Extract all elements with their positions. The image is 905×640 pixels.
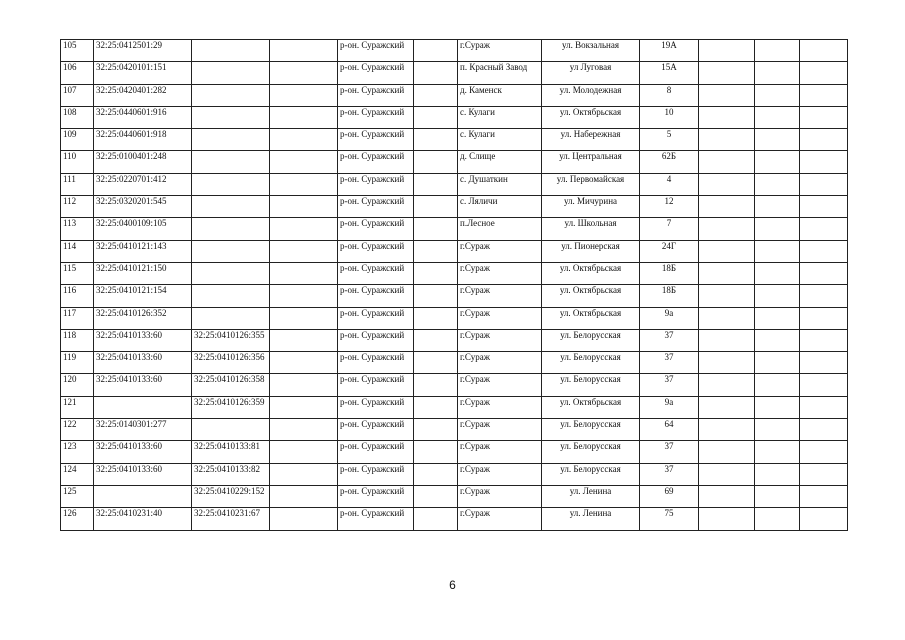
district-cell: р-он. Суражский: [338, 196, 414, 218]
street-cell: ул. Центральная: [542, 151, 640, 173]
empty-cell: [755, 151, 800, 173]
street-cell: ул. Белорусская: [542, 374, 640, 396]
street-cell: ул Луговая: [542, 62, 640, 84]
cadastral-number-cell: 32:25:0410133:60: [94, 463, 192, 485]
district-cell: р-он. Суражский: [338, 40, 414, 62]
empty-cell: [414, 218, 458, 240]
house-number-cell: 7: [640, 218, 699, 240]
table-row: [61, 508, 848, 530]
empty-cell: [270, 374, 338, 396]
street-cell: ул. Ленина: [542, 508, 640, 530]
district-cell: р-он. Суражский: [338, 374, 414, 396]
street-cell: ул. Молодежная: [542, 84, 640, 106]
table-row: [61, 329, 848, 351]
row-number-cell: 120: [61, 374, 94, 396]
empty-cell: [699, 151, 755, 173]
empty-cell: [414, 129, 458, 151]
cadastral-number-cell: 32:25:0410231:40: [94, 508, 192, 530]
page-number: 6: [449, 578, 456, 592]
empty-cell: [699, 329, 755, 351]
row-number-cell: 124: [61, 463, 94, 485]
empty-cell: [755, 40, 800, 62]
row-number-cell: 121: [61, 396, 94, 418]
row-number-cell: 117: [61, 307, 94, 329]
empty-cell: [699, 285, 755, 307]
cadastral-number-cell: 32:25:0410121:154: [94, 285, 192, 307]
locality-cell: д. Каменск: [458, 84, 542, 106]
row-number-cell: 126: [61, 508, 94, 530]
cadastral-number-cell: [94, 485, 192, 507]
empty-cell: [270, 40, 338, 62]
locality-cell: с. Ляличи: [458, 196, 542, 218]
empty-cell: [800, 307, 848, 329]
empty-cell: [800, 106, 848, 128]
empty-cell: [270, 419, 338, 441]
empty-cell: [755, 441, 800, 463]
empty-cell: [414, 106, 458, 128]
empty-cell: [414, 62, 458, 84]
table-row: [61, 463, 848, 485]
empty-cell: [800, 196, 848, 218]
empty-cell: [755, 173, 800, 195]
locality-cell: г.Сураж: [458, 374, 542, 396]
table-row: [61, 106, 848, 128]
row-number-cell: 111: [61, 173, 94, 195]
empty-cell: [270, 485, 338, 507]
district-cell: р-он. Суражский: [338, 106, 414, 128]
cadastral-number-cell: 32:25:0140301:277: [94, 419, 192, 441]
empty-cell: [755, 240, 800, 262]
row-number-cell: 118: [61, 329, 94, 351]
related-cadastral-number-cell: 32:25:0410126:356: [192, 352, 270, 374]
cadastral-number-cell: 32:25:0440601:918: [94, 129, 192, 151]
district-cell: р-он. Суражский: [338, 485, 414, 507]
empty-cell: [800, 463, 848, 485]
table-row: [61, 396, 848, 418]
locality-cell: г.Сураж: [458, 463, 542, 485]
locality-cell: г.Сураж: [458, 285, 542, 307]
row-number-cell: 107: [61, 84, 94, 106]
related-cadastral-number-cell: 32:25:0410133:82: [192, 463, 270, 485]
table-row: [61, 240, 848, 262]
empty-cell: [699, 240, 755, 262]
locality-cell: г.Сураж: [458, 240, 542, 262]
table-row: [61, 285, 848, 307]
empty-cell: [270, 463, 338, 485]
property-register-table: [60, 39, 848, 531]
empty-cell: [270, 262, 338, 284]
empty-cell: [414, 508, 458, 530]
table-body: [61, 40, 848, 531]
cadastral-number-cell: 32:25:0440601:916: [94, 106, 192, 128]
related-cadastral-number-cell: [192, 173, 270, 195]
empty-cell: [755, 485, 800, 507]
district-cell: р-он. Суражский: [338, 173, 414, 195]
street-cell: ул. Набережная: [542, 129, 640, 151]
empty-cell: [270, 151, 338, 173]
empty-cell: [270, 508, 338, 530]
house-number-cell: 9а: [640, 307, 699, 329]
empty-cell: [755, 508, 800, 530]
empty-cell: [755, 218, 800, 240]
district-cell: р-он. Суражский: [338, 441, 414, 463]
cadastral-number-cell: 32:25:0220701:412: [94, 173, 192, 195]
related-cadastral-number-cell: 32:25:0410126:358: [192, 374, 270, 396]
related-cadastral-number-cell: [192, 240, 270, 262]
cadastral-number-cell: 32:25:0410126:352: [94, 307, 192, 329]
table-row: [61, 419, 848, 441]
table-row: [61, 218, 848, 240]
empty-cell: [414, 485, 458, 507]
empty-cell: [755, 129, 800, 151]
empty-cell: [755, 262, 800, 284]
row-number-cell: 115: [61, 262, 94, 284]
table-row: [61, 62, 848, 84]
row-number-cell: 119: [61, 352, 94, 374]
empty-cell: [699, 84, 755, 106]
district-cell: р-он. Суражский: [338, 329, 414, 351]
street-cell: ул. Белорусская: [542, 352, 640, 374]
empty-cell: [699, 508, 755, 530]
house-number-cell: 18Б: [640, 285, 699, 307]
empty-cell: [414, 419, 458, 441]
cadastral-number-cell: 32:25:0100401:248: [94, 151, 192, 173]
empty-cell: [755, 285, 800, 307]
empty-cell: [755, 106, 800, 128]
empty-cell: [699, 352, 755, 374]
empty-cell: [699, 106, 755, 128]
house-number-cell: 5: [640, 129, 699, 151]
table-row: [61, 485, 848, 507]
empty-cell: [800, 173, 848, 195]
locality-cell: г.Сураж: [458, 262, 542, 284]
empty-cell: [800, 352, 848, 374]
row-number-cell: 108: [61, 106, 94, 128]
row-number-cell: 113: [61, 218, 94, 240]
locality-cell: с. Кулаги: [458, 129, 542, 151]
district-cell: р-он. Суражский: [338, 396, 414, 418]
empty-cell: [414, 396, 458, 418]
empty-cell: [414, 352, 458, 374]
house-number-cell: 37: [640, 329, 699, 351]
street-cell: ул. Белорусская: [542, 463, 640, 485]
locality-cell: с. Кулаги: [458, 106, 542, 128]
cadastral-number-cell: 32:25:0410133:60: [94, 374, 192, 396]
house-number-cell: 19А: [640, 40, 699, 62]
related-cadastral-number-cell: [192, 84, 270, 106]
empty-cell: [414, 240, 458, 262]
empty-cell: [414, 173, 458, 195]
empty-cell: [270, 129, 338, 151]
related-cadastral-number-cell: [192, 285, 270, 307]
street-cell: ул. Пионерская: [542, 240, 640, 262]
empty-cell: [800, 84, 848, 106]
locality-cell: г.Сураж: [458, 441, 542, 463]
empty-cell: [800, 240, 848, 262]
related-cadastral-number-cell: [192, 196, 270, 218]
cadastral-number-cell: 32:25:0410133:60: [94, 441, 192, 463]
row-number-cell: 105: [61, 40, 94, 62]
related-cadastral-number-cell: [192, 129, 270, 151]
empty-cell: [699, 129, 755, 151]
street-cell: ул. Октябрьская: [542, 106, 640, 128]
cadastral-number-cell: 32:25:0420101:151: [94, 62, 192, 84]
empty-cell: [270, 396, 338, 418]
house-number-cell: 37: [640, 352, 699, 374]
empty-cell: [414, 285, 458, 307]
row-number-cell: 110: [61, 151, 94, 173]
empty-cell: [755, 352, 800, 374]
related-cadastral-number-cell: [192, 40, 270, 62]
empty-cell: [699, 40, 755, 62]
locality-cell: г.Сураж: [458, 419, 542, 441]
district-cell: р-он. Суражский: [338, 129, 414, 151]
district-cell: р-он. Суражский: [338, 307, 414, 329]
related-cadastral-number-cell: [192, 262, 270, 284]
street-cell: ул. Школьная: [542, 218, 640, 240]
locality-cell: п.Лесное: [458, 218, 542, 240]
table-row: [61, 196, 848, 218]
related-cadastral-number-cell: 32:25:0410126:359: [192, 396, 270, 418]
empty-cell: [699, 307, 755, 329]
empty-cell: [800, 508, 848, 530]
table-row: [61, 374, 848, 396]
street-cell: ул. Первомайская: [542, 173, 640, 195]
district-cell: р-он. Суражский: [338, 463, 414, 485]
district-cell: р-он. Суражский: [338, 218, 414, 240]
street-cell: ул. Вокзальная: [542, 40, 640, 62]
row-number-cell: 106: [61, 62, 94, 84]
row-number-cell: 112: [61, 196, 94, 218]
house-number-cell: 18Б: [640, 262, 699, 284]
empty-cell: [270, 106, 338, 128]
empty-cell: [699, 485, 755, 507]
district-cell: р-он. Суражский: [338, 352, 414, 374]
cadastral-number-cell: 32:25:0410133:60: [94, 329, 192, 351]
street-cell: ул. Октябрьская: [542, 396, 640, 418]
street-cell: ул. Белорусская: [542, 441, 640, 463]
empty-cell: [800, 485, 848, 507]
empty-cell: [755, 329, 800, 351]
empty-cell: [699, 62, 755, 84]
house-number-cell: 12: [640, 196, 699, 218]
empty-cell: [800, 40, 848, 62]
empty-cell: [414, 196, 458, 218]
related-cadastral-number-cell: [192, 419, 270, 441]
empty-cell: [699, 173, 755, 195]
locality-cell: г.Сураж: [458, 396, 542, 418]
empty-cell: [270, 84, 338, 106]
related-cadastral-number-cell: 32:25:0410126:355: [192, 329, 270, 351]
row-number-cell: 125: [61, 485, 94, 507]
empty-cell: [414, 307, 458, 329]
district-cell: р-он. Суражский: [338, 240, 414, 262]
street-cell: ул. Октябрьская: [542, 285, 640, 307]
empty-cell: [800, 329, 848, 351]
table-row: [61, 40, 848, 62]
row-number-cell: 122: [61, 419, 94, 441]
house-number-cell: 37: [640, 463, 699, 485]
empty-cell: [800, 374, 848, 396]
street-cell: ул. Октябрьская: [542, 307, 640, 329]
empty-cell: [699, 262, 755, 284]
house-number-cell: 75: [640, 508, 699, 530]
empty-cell: [755, 84, 800, 106]
locality-cell: д. Слище: [458, 151, 542, 173]
empty-cell: [800, 218, 848, 240]
house-number-cell: 24Г: [640, 240, 699, 262]
related-cadastral-number-cell: 32:25:0410229:152: [192, 485, 270, 507]
related-cadastral-number-cell: [192, 218, 270, 240]
house-number-cell: 10: [640, 106, 699, 128]
locality-cell: п. Красный Завод: [458, 62, 542, 84]
empty-cell: [270, 173, 338, 195]
empty-cell: [414, 463, 458, 485]
empty-cell: [270, 240, 338, 262]
row-number-cell: 116: [61, 285, 94, 307]
street-cell: ул. Октябрьская: [542, 262, 640, 284]
street-cell: ул. Мичурина: [542, 196, 640, 218]
district-cell: р-он. Суражский: [338, 62, 414, 84]
locality-cell: г.Сураж: [458, 307, 542, 329]
district-cell: р-он. Суражский: [338, 419, 414, 441]
empty-cell: [699, 218, 755, 240]
related-cadastral-number-cell: 32:25:0410231:67: [192, 508, 270, 530]
empty-cell: [800, 62, 848, 84]
empty-cell: [270, 218, 338, 240]
related-cadastral-number-cell: [192, 106, 270, 128]
empty-cell: [699, 463, 755, 485]
locality-cell: г.Сураж: [458, 40, 542, 62]
row-number-cell: 114: [61, 240, 94, 262]
empty-cell: [755, 374, 800, 396]
related-cadastral-number-cell: [192, 151, 270, 173]
empty-cell: [800, 129, 848, 151]
related-cadastral-number-cell: [192, 307, 270, 329]
table-row: [61, 262, 848, 284]
row-number-cell: 123: [61, 441, 94, 463]
cadastral-number-cell: 32:25:0410121:150: [94, 262, 192, 284]
house-number-cell: 37: [640, 374, 699, 396]
empty-cell: [270, 62, 338, 84]
locality-cell: г.Сураж: [458, 485, 542, 507]
empty-cell: [414, 84, 458, 106]
empty-cell: [270, 329, 338, 351]
street-cell: ул. Белорусская: [542, 419, 640, 441]
empty-cell: [270, 307, 338, 329]
empty-cell: [414, 151, 458, 173]
cadastral-number-cell: 32:25:0320201:545: [94, 196, 192, 218]
empty-cell: [699, 441, 755, 463]
district-cell: р-он. Суражский: [338, 262, 414, 284]
empty-cell: [755, 307, 800, 329]
empty-cell: [800, 441, 848, 463]
cadastral-number-cell: [94, 396, 192, 418]
empty-cell: [699, 419, 755, 441]
empty-cell: [414, 329, 458, 351]
empty-cell: [755, 196, 800, 218]
house-number-cell: 8: [640, 84, 699, 106]
district-cell: р-он. Суражский: [338, 151, 414, 173]
locality-cell: г.Сураж: [458, 508, 542, 530]
table-row: [61, 84, 848, 106]
empty-cell: [270, 441, 338, 463]
empty-cell: [755, 62, 800, 84]
related-cadastral-number-cell: [192, 62, 270, 84]
empty-cell: [755, 396, 800, 418]
street-cell: ул. Ленина: [542, 485, 640, 507]
empty-cell: [800, 151, 848, 173]
district-cell: р-он. Суражский: [338, 84, 414, 106]
empty-cell: [414, 40, 458, 62]
empty-cell: [800, 262, 848, 284]
house-number-cell: 37: [640, 441, 699, 463]
table-row: [61, 173, 848, 195]
empty-cell: [800, 419, 848, 441]
cadastral-number-cell: 32:25:0410133:60: [94, 352, 192, 374]
empty-cell: [414, 441, 458, 463]
cadastral-number-cell: 32:25:0410121:143: [94, 240, 192, 262]
related-cadastral-number-cell: 32:25:0410133:81: [192, 441, 270, 463]
table-row: [61, 441, 848, 463]
locality-cell: г.Сураж: [458, 352, 542, 374]
table-row: [61, 151, 848, 173]
house-number-cell: 69: [640, 485, 699, 507]
empty-cell: [800, 285, 848, 307]
empty-cell: [414, 262, 458, 284]
empty-cell: [699, 196, 755, 218]
empty-cell: [800, 396, 848, 418]
table-row: [61, 129, 848, 151]
row-number-cell: 109: [61, 129, 94, 151]
house-number-cell: 4: [640, 173, 699, 195]
cadastral-number-cell: 32:25:0400109:105: [94, 218, 192, 240]
locality-cell: г.Сураж: [458, 329, 542, 351]
cadastral-number-cell: 32:25:0412501:29: [94, 40, 192, 62]
house-number-cell: 15А: [640, 62, 699, 84]
empty-cell: [270, 352, 338, 374]
house-number-cell: 64: [640, 419, 699, 441]
empty-cell: [270, 285, 338, 307]
empty-cell: [699, 396, 755, 418]
district-cell: р-он. Суражский: [338, 285, 414, 307]
empty-cell: [270, 196, 338, 218]
empty-cell: [414, 374, 458, 396]
table-row: [61, 307, 848, 329]
empty-cell: [755, 419, 800, 441]
house-number-cell: 9а: [640, 396, 699, 418]
house-number-cell: 62Б: [640, 151, 699, 173]
empty-cell: [755, 463, 800, 485]
district-cell: р-он. Суражский: [338, 508, 414, 530]
cadastral-number-cell: 32:25:0420401:282: [94, 84, 192, 106]
table-row: [61, 352, 848, 374]
empty-cell: [699, 374, 755, 396]
street-cell: ул. Белорусская: [542, 329, 640, 351]
locality-cell: с. Душаткин: [458, 173, 542, 195]
